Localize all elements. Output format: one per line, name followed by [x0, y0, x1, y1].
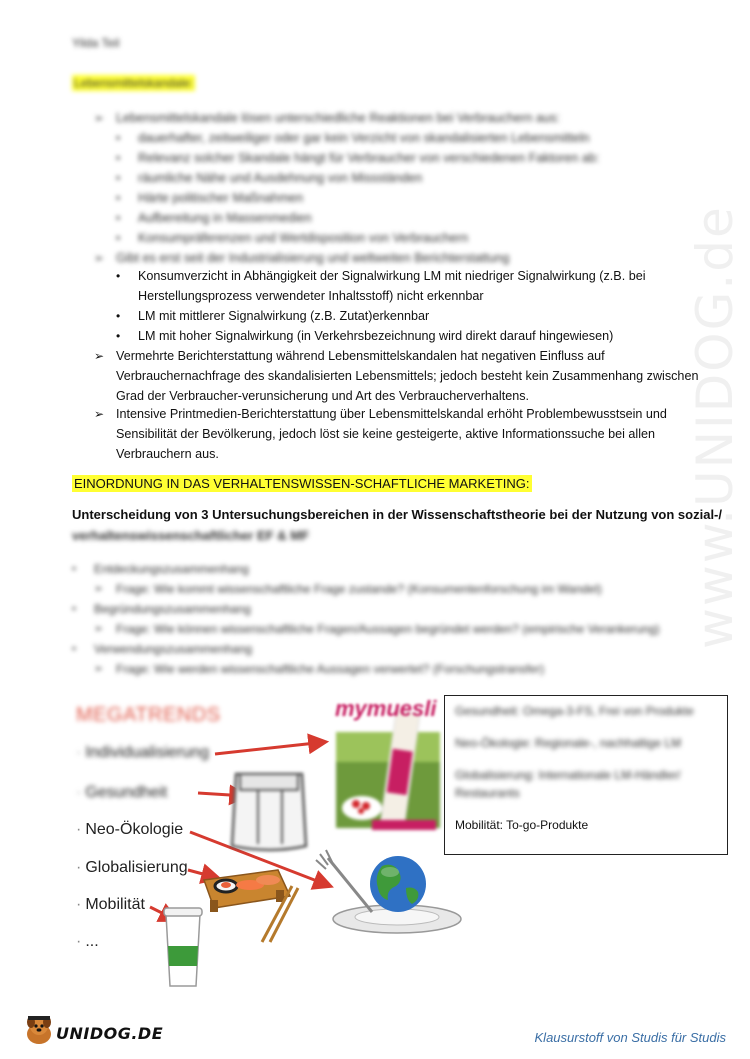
context-item-text: Begründungszusammenhang	[94, 602, 251, 616]
megatrend-label: Mobilität	[85, 896, 145, 913]
list-item-text	[138, 128, 718, 148]
section3-title: Unterscheidung von 3 Untersuchungsbereichen in der Wissenschaftstheorie bei der Nutzung von sozial-/	[72, 507, 722, 522]
bullet-dot-icon: •	[116, 329, 121, 343]
list-item-line: Verbrauchern aus.	[116, 447, 219, 461]
megatrend-label: Neo-Ökologie	[85, 821, 184, 838]
bullet-dot-icon: •	[116, 309, 121, 323]
logo-text: UNIDOG.DE	[56, 1024, 164, 1043]
watermark: www.UNIDOG.de	[686, 205, 744, 649]
list-item-line: Verbrauchernachfrage des skandalisierten Lebensmittels; jedoch besteht kein Zusammenhang zwischen	[116, 369, 699, 383]
context-item-text: Frage: Wie werden wissenschaftliche Aussagen verwertet? (Forschungstransfer)	[116, 662, 545, 676]
list-item-line: Konsumpräferenzen und Wertdisposition von Verbrauchern	[138, 231, 469, 245]
list-item-line: Gibt es erst seit der Industrialisierung und weltweiten Berichterstattung	[116, 251, 510, 265]
bullet-dot-icon: ·	[76, 859, 82, 876]
info-box-line: Globalisierung: Internationale LM-Händler/	[455, 768, 681, 782]
list-item-text	[116, 248, 716, 268]
bullet-dot-icon: •	[116, 171, 121, 185]
list-item-text	[138, 168, 718, 188]
unidog-logo	[22, 1014, 162, 1046]
list-item-text	[138, 326, 718, 346]
bullet-dot-icon: •	[72, 563, 76, 575]
bullet-dot-icon: •	[116, 151, 121, 165]
bullet-dot-icon: •	[116, 269, 121, 283]
section-title-text: Lebensmittelskandale:	[74, 76, 194, 90]
list-item-text	[116, 404, 716, 464]
list-item-line: LM mit hoher Signalwirkung (in Verkehrsbezeichnung wird direkt darauf hingewiesen)	[138, 329, 614, 343]
section2-title-text: EINORDNUNG IN DAS VERHALTENSWISSEN-SCHAFTLICHE MARKETING:	[74, 476, 530, 491]
bullet-dot-icon: •	[116, 211, 121, 225]
list-item-line: Intensive Printmedien-Berichterstattung über Lebensmittelskandal erhöht Problembewusstsein und	[116, 407, 667, 421]
list-item-line: dauerhafter, zeitweiliger oder gar kein Verzicht von skandalisierten Lebensmitteln	[138, 131, 590, 145]
context-item-text: Frage: Wie können wissenschaftliche Fragen/Aussagen begründet werden? (empirische Verankerung)	[116, 622, 660, 636]
coffee-cup-image	[164, 908, 202, 986]
bullet-dot-icon: •	[116, 131, 121, 145]
header-text: Yilda Teil	[72, 36, 120, 50]
list-item-text	[138, 148, 718, 168]
arrow-bullet-icon: ➢	[94, 251, 105, 265]
section-title-einordnung	[72, 476, 532, 491]
list-item-line: Lebensmittelskandale lösen unterschiedliche Reaktionen bei Verbrauchern aus:	[116, 111, 560, 125]
megatrends-info-box	[444, 695, 728, 855]
list-item-line: Grad der Verbraucher-verunsicherung und Art des Verbraucherverhaltens.	[116, 389, 530, 403]
list-item-text	[138, 266, 718, 306]
list-item-line: Konsumverzicht in Abhängigkeit der Signalwirkung LM mit niedriger Signalwirkung (z.B. bei	[138, 269, 646, 283]
bullet-dot-icon: •	[72, 603, 76, 615]
list-item-line: räumliche Nähe und Ausdehnung von Missständen	[138, 171, 423, 185]
bullet-dot-icon: •	[116, 191, 121, 205]
arrow-bullet-icon: ➢	[94, 623, 104, 635]
list-item-line: Härte politischer Maßnahmen	[138, 191, 304, 205]
arrow-bullet-icon: ➢	[94, 111, 105, 125]
list-item-text	[138, 188, 718, 208]
context-item-text: Entdeckungszusammenhang	[94, 562, 249, 576]
mymuesli-logo: mymuesli	[335, 696, 437, 721]
info-box-line: Mobilität: To-go-Produkte	[455, 818, 589, 832]
list-item-line: Relevanz solcher Skandale hängt für Verbraucher von verschiedenen Faktoren ab:	[138, 151, 600, 165]
globe-plate-image	[316, 850, 461, 933]
info-box-line: Gesundheit: Omega-3-FS, Frei von Produkte	[455, 704, 694, 718]
dog-mascot-icon	[22, 1014, 56, 1046]
section-title-lebensmittelskandale	[72, 76, 195, 90]
list-item-line: LM mit mittlerer Signalwirkung (z.B. Zutat)erkennbar	[138, 309, 430, 323]
bullet-dot-icon: ·	[76, 744, 82, 761]
megatrend-label: Globalisierung	[85, 859, 188, 876]
bullet-dot-icon: ·	[76, 821, 82, 838]
footer-slogan: Klausurstoff von Studis für Studis	[534, 1030, 726, 1045]
bullet-dot-icon: ·	[76, 933, 82, 950]
muesli-product-image	[336, 711, 440, 830]
list-item-line: Aufbereitung in Massenmedien	[138, 211, 312, 225]
section3-title-continuation: verhaltenswissenschaftlicher EF & MF	[72, 528, 309, 543]
context-item-text: Verwendungszusammenhang	[94, 642, 253, 656]
megatrend-label: Individualisierung	[85, 744, 209, 761]
bullet-dot-icon: ·	[76, 784, 82, 801]
arrow-individualisierung	[215, 742, 325, 754]
info-box-lines	[445, 696, 727, 854]
list-item-text	[138, 208, 718, 228]
list-item-line: Vermehrte Berichterstattung während Lebensmittelskandalen hat negativen Einfluss auf	[116, 349, 605, 363]
bullet-dot-icon: •	[72, 643, 76, 655]
arrow-globalisierung	[188, 870, 218, 878]
info-box-line: Neo-Ökologie: Regionale-, nachhaltige LM	[455, 736, 682, 750]
list-item-line: Sensibilität der Bevölkerung, jedoch löst sie keine gesteigerte, aktive Informationssuche bei allen	[116, 427, 656, 441]
list-item-text	[116, 346, 716, 406]
scale-image	[232, 774, 306, 850]
megatrend-label: ...	[85, 933, 99, 950]
arrow-bullet-icon: ➢	[94, 407, 105, 421]
list-item-line: Herstellungsprozess verwendeter Inhaltsstoff) nicht erkennbar	[138, 289, 484, 303]
bullet-dot-icon: ·	[76, 896, 82, 913]
info-box-line: Restaurants	[455, 786, 520, 800]
arrow-bullet-icon: ➢	[94, 583, 104, 595]
megatrend-label: Gesundheit	[85, 784, 168, 801]
megatrends-title: MEGATRENDS	[76, 704, 221, 726]
bullet-dot-icon: •	[116, 231, 121, 245]
arrow-bullet-icon: ➢	[94, 349, 105, 363]
list-item-text	[116, 108, 716, 128]
list-item-text	[138, 306, 718, 326]
arrow-bullet-icon: ➢	[94, 663, 104, 675]
context-item-text: Frage: Wie kommt wissenschaftliche Frage zustande? (Konsumentenforschung im Wandel)	[116, 582, 602, 596]
list-item-text	[138, 228, 718, 248]
sushi-board-image	[204, 870, 298, 942]
